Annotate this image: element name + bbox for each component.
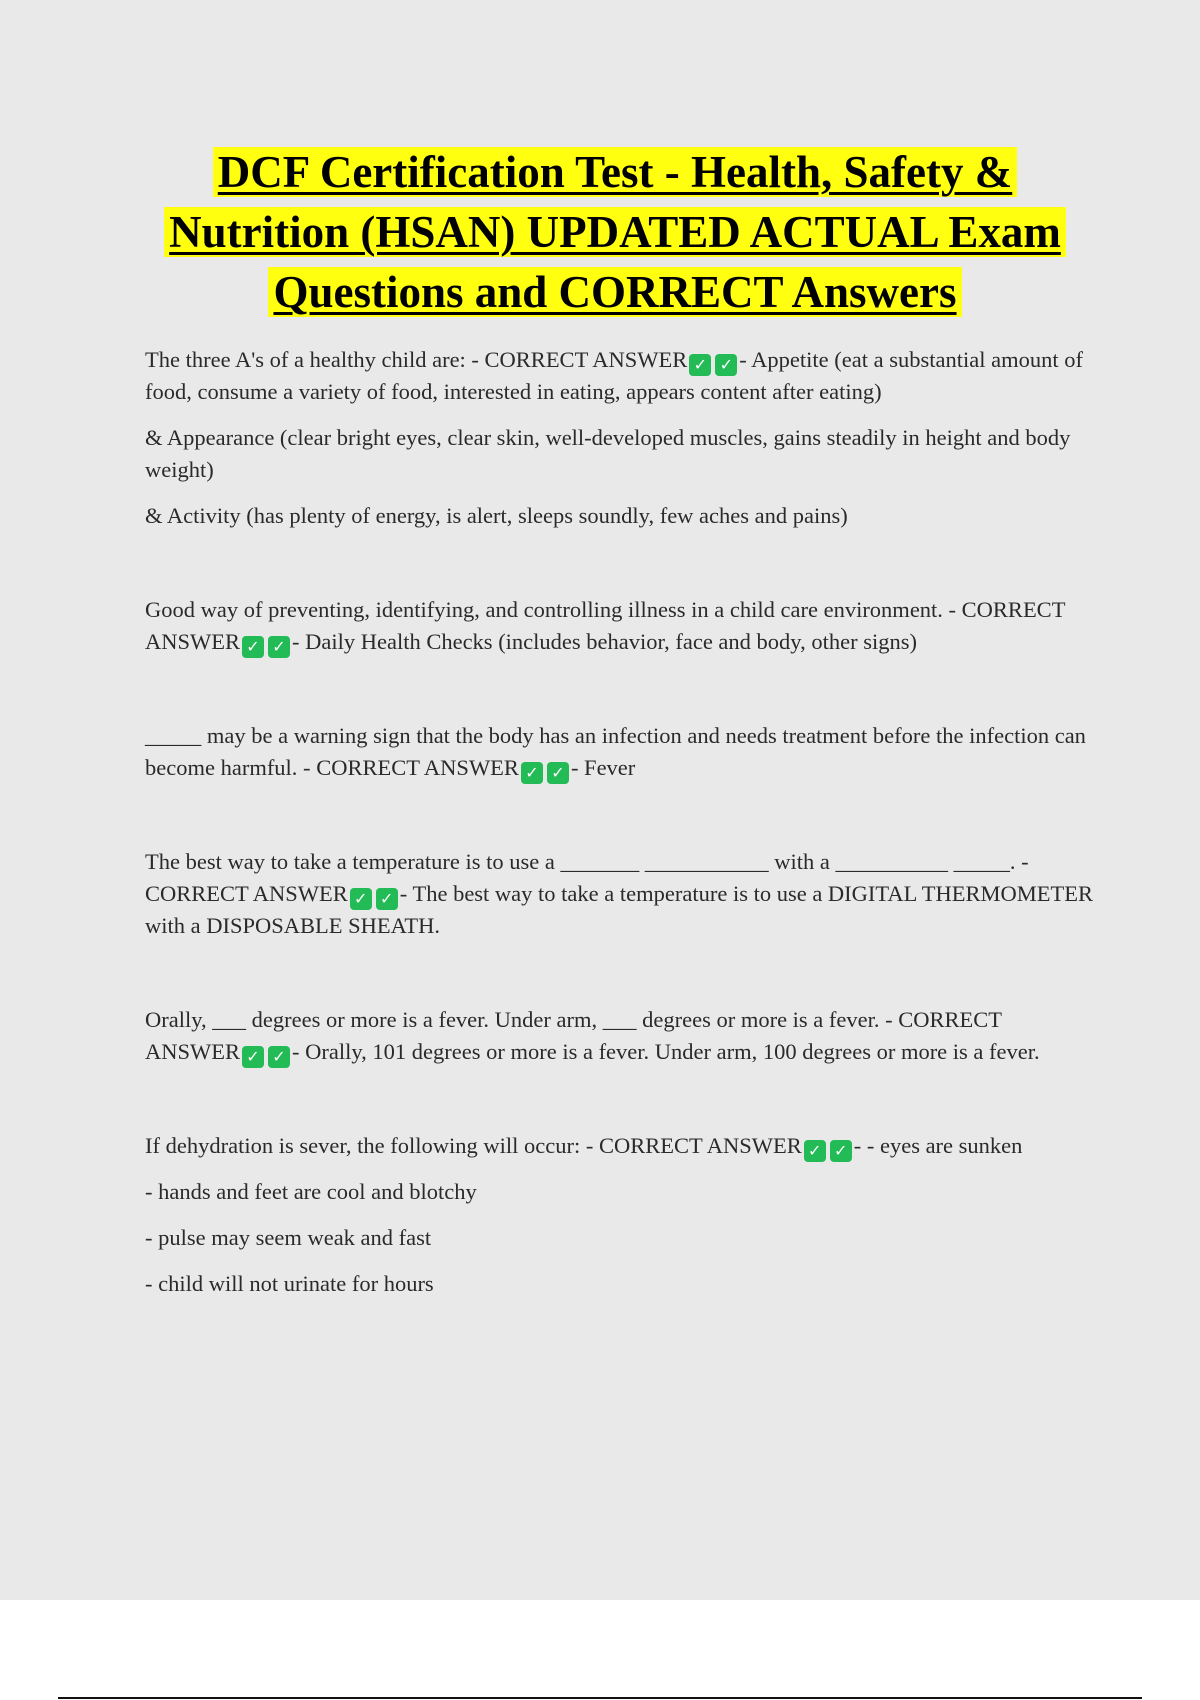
qa-item	[145, 720, 1095, 784]
qa-item	[145, 1130, 1095, 1162]
answer-line: - pulse may seem weak and fast	[145, 1225, 432, 1250]
check-mark-icon: ✓	[521, 762, 543, 784]
answer-marker: CORRECT ANSWER	[145, 881, 348, 906]
answer-text: - - eyes are sunken	[853, 1133, 1023, 1158]
check-mark-icon: ✓	[242, 636, 264, 658]
qa-content	[145, 344, 1095, 1300]
answer-text: - The best way to take a temperature is to use a DIGITAL THERMOMETER with a DISPOSABLE SHEATH.	[145, 881, 1093, 938]
answer-text: - Appetite (eat a substantial amount of food, consume a variety of food, interested in eating, appears content after eating)	[145, 347, 1083, 404]
footer-divider	[58, 1697, 1142, 1699]
qa-item	[145, 594, 1095, 658]
qa-item	[145, 344, 1095, 408]
answer-line: - child will not urinate for hours	[145, 1271, 434, 1296]
question-text: The best way to take a temperature is to use a _______ ___________ with a __________ _____. -	[145, 849, 1029, 874]
answer-line: - hands and feet are cool and blotchy	[145, 1179, 477, 1204]
question-text: _____ may be a warning sign that the body has an infection and needs treatment before the infection can become harmful. -	[145, 723, 1086, 780]
answer-text: - Daily Health Checks (includes behavior, face and body, other signs)	[292, 629, 917, 654]
answer-marker: CORRECT ANSWER	[145, 1007, 1002, 1064]
check-mark-icon: ✓	[689, 354, 711, 376]
answer-line: & Appearance (clear bright eyes, clear skin, well-developed muscles, gains steadily in height and body weight)	[145, 425, 1071, 482]
check-mark-icon: ✓	[350, 888, 372, 910]
check-mark-icon: ✓	[376, 888, 398, 910]
question-text: If dehydration is sever, the following will occur: -	[145, 1133, 594, 1158]
page-title: DCF Certification Test - Health, Safety & Nutrition (HSAN) UPDATED ACTUAL Exam Questions and CORRECT Answers	[164, 147, 1066, 317]
question-text: Orally, ___ degrees or more is a fever. Under arm, ___ degrees or more is a fever. -	[145, 1007, 893, 1032]
answer-marker: CORRECT ANSWER	[145, 597, 1066, 654]
qa-item	[145, 846, 1095, 942]
title-block	[130, 142, 1100, 322]
qa-item	[145, 1004, 1095, 1068]
check-mark-icon: ✓	[547, 762, 569, 784]
check-mark-icon: ✓	[268, 636, 290, 658]
question-text: The three A's of a healthy child are: -	[145, 347, 479, 372]
answer-marker: CORRECT ANSWER	[316, 755, 519, 780]
check-mark-icon: ✓	[804, 1140, 826, 1162]
answer-line: & Activity (has plenty of energy, is alert, sleeps soundly, few aches and pains)	[145, 503, 848, 528]
answer-marker: CORRECT ANSWER	[598, 1133, 802, 1158]
question-text: Good way of preventing, identifying, and controlling illness in a child care environment. -	[145, 597, 957, 622]
answer-text: - Orally, 101 degrees or more is a fever. Under arm, 100 degrees or more is a fever.	[292, 1039, 1040, 1064]
check-mark-icon: ✓	[830, 1140, 852, 1162]
check-mark-icon: ✓	[715, 354, 737, 376]
answer-marker: CORRECT ANSWER	[484, 347, 688, 372]
answer-text: - Fever	[570, 755, 636, 780]
check-mark-icon: ✓	[268, 1046, 290, 1068]
check-mark-icon: ✓	[242, 1046, 264, 1068]
